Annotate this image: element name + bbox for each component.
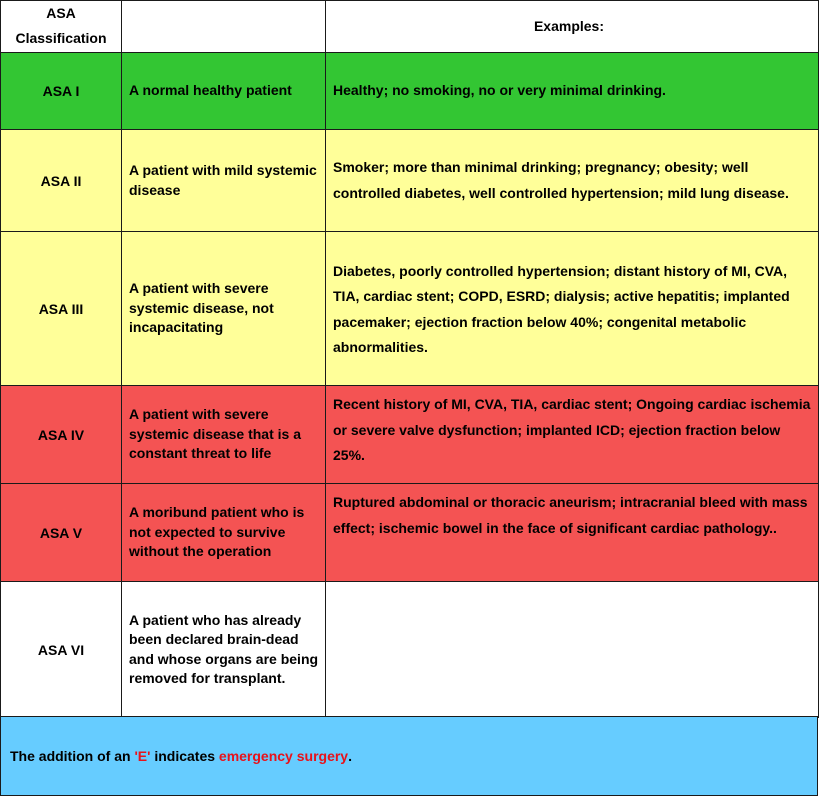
definition-cell: A moribund patient who is not expected to survive without the operation — [122, 484, 326, 582]
table-row-asa-2 — [1, 130, 819, 232]
asa-class-cell: ASA VI — [1, 582, 122, 718]
examples-cell: Ruptured abdominal or thoracic aneurism; intracranial bleed with mass effect; ischemic bowel in the face of significant cardiac pathology.. — [326, 484, 819, 582]
examples-cell — [326, 582, 819, 718]
examples-cell: Smoker; more than minimal drinking; pregnancy; obesity; well controlled diabetes, well controlled hypertension; mild lung disease. — [326, 130, 819, 232]
examples-cell: Diabetes, poorly controlled hypertension; distant history of MI, CVA, TIA, cardiac stent; COPD, ESRD; dialysis; active hepatitis; implanted pacemaker; ejection fraction below 40%; congenital metabolic abnormalities. — [326, 232, 819, 386]
definition-cell: A patient who has already been declared brain-dead and whose organs are being removed for transplant. — [122, 582, 326, 718]
header-examples: Examples: — [326, 1, 819, 53]
table-row-asa-5 — [1, 484, 819, 582]
table-row-asa-4 — [1, 386, 819, 484]
note-prefix: The addition of an — [10, 748, 135, 764]
note-suffix: . — [348, 748, 352, 764]
header-classification: ASA Classification — [1, 1, 122, 53]
examples-cell: Healthy; no smoking, no or very minimal drinking. — [326, 53, 819, 130]
emergency-note — [0, 716, 818, 796]
note-emergency-surgery: emergency surgery — [218, 748, 349, 764]
table-row-asa-6 — [1, 582, 819, 718]
header-definition — [122, 1, 326, 53]
asa-class-cell: ASA I — [1, 53, 122, 130]
asa-class-cell: ASA V — [1, 484, 122, 582]
examples-cell: Recent history of MI, CVA, TIA, cardiac stent; Ongoing cardiac ischemia or severe valve dysfunction; implanted ICD; ejection fraction below 25%. — [326, 386, 819, 484]
asa-class-cell: ASA IV — [1, 386, 122, 484]
asa-class-cell: ASA II — [1, 130, 122, 232]
definition-cell: A patient with severe systemic disease, not incapacitating — [122, 232, 326, 386]
definition-cell: A patient with mild systemic disease — [122, 130, 326, 232]
table-header-row — [1, 1, 819, 53]
asa-class-cell: ASA III — [1, 232, 122, 386]
definition-cell: A patient with severe systemic disease that is a constant threat to life — [122, 386, 326, 484]
table-row-asa-1 — [1, 53, 819, 130]
table-row-asa-3 — [1, 232, 819, 386]
definition-cell: A normal healthy patient — [122, 53, 326, 130]
note-middle: indicates — [150, 748, 219, 764]
note-e-mark: 'E' — [134, 748, 151, 764]
